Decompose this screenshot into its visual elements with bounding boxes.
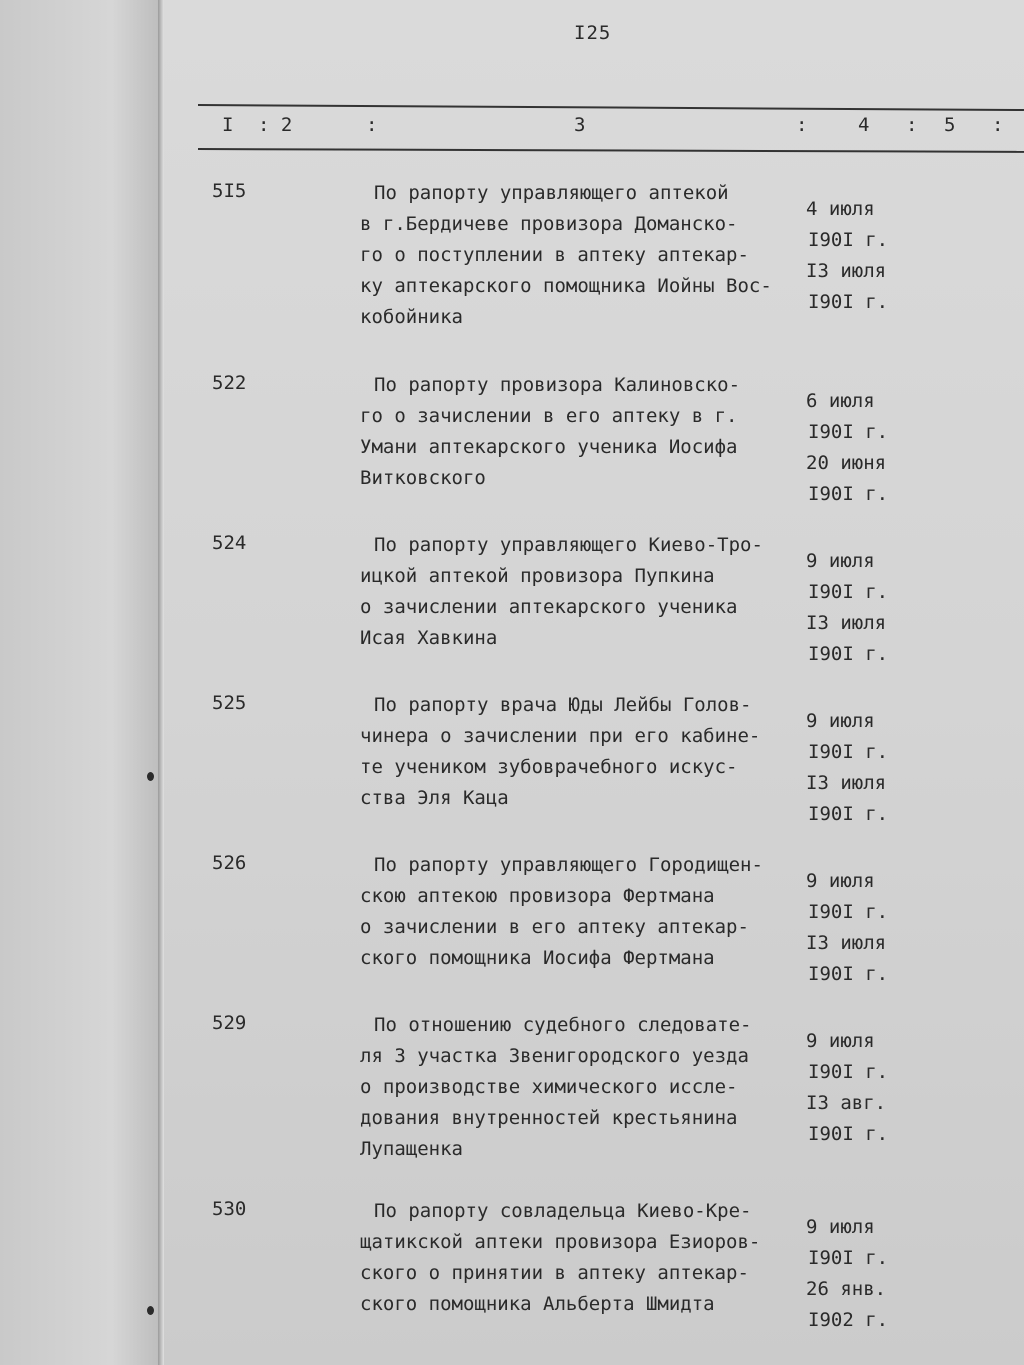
date-line: 9 июля xyxy=(806,710,875,732)
description-line: ства Эля Каца xyxy=(360,787,509,809)
description-line: щатикской аптеки провизора Езиоров- xyxy=(360,1231,761,1253)
entry-number: 526 xyxy=(212,852,247,874)
entry-dates xyxy=(806,866,916,990)
date-line: 26 янв. xyxy=(806,1278,887,1300)
entry-description xyxy=(360,530,800,654)
date-line: I90I г. xyxy=(808,483,889,505)
description-line: По рапорту совладельца Киево-Кре- xyxy=(374,1200,752,1222)
date-line: 9 июля xyxy=(806,550,875,572)
binding-hole xyxy=(147,1306,154,1315)
description-line: ского о принятии в аптеку аптекар- xyxy=(360,1262,749,1284)
entry-number: 525 xyxy=(212,692,247,714)
entry-number: 529 xyxy=(212,1012,247,1034)
description-line: ицкой аптекой провизора Пупкина xyxy=(360,565,715,587)
date-line: I90I г. xyxy=(808,643,889,665)
entry-number: 530 xyxy=(212,1198,247,1220)
date-line: I90I г. xyxy=(808,1061,889,1083)
column-separator: : xyxy=(906,114,918,136)
description-line: Умани аптекарского ученика Иосифа xyxy=(360,436,738,458)
date-line: I3 авг. xyxy=(806,1092,887,1114)
page-number: I25 xyxy=(574,22,612,44)
description-line: Витковского xyxy=(360,467,486,489)
date-line: I902 г. xyxy=(808,1309,889,1331)
description-line: о зачислении в его аптеку аптекар- xyxy=(360,916,749,938)
date-line: I3 июля xyxy=(806,772,887,794)
date-line: I90I г. xyxy=(808,803,889,825)
description-line: кобойника xyxy=(360,306,463,328)
entry-number: 524 xyxy=(212,532,247,554)
date-line: I90I г. xyxy=(808,1247,889,1269)
entry-number: 5I5 xyxy=(212,180,247,202)
date-line: 9 июля xyxy=(806,1030,875,1052)
description-line: По рапорту управляющего аптекой xyxy=(374,182,729,204)
description-line: о производстве химического иссле- xyxy=(360,1076,738,1098)
facing-page xyxy=(0,0,160,1365)
column-header-1: I xyxy=(222,114,234,136)
description-line: чинера о зачислении при его кабине- xyxy=(360,725,761,747)
binding-hole xyxy=(147,772,154,781)
entry-description xyxy=(360,1196,800,1320)
date-line: I90I г. xyxy=(808,229,889,251)
date-line: I90I г. xyxy=(808,963,889,985)
description-line: По рапорту провизора Калиновско- xyxy=(374,374,741,396)
column-header-5: 5 xyxy=(944,114,956,136)
entry-description xyxy=(360,690,800,814)
date-line: I90I г. xyxy=(808,741,889,763)
date-line: I90I г. xyxy=(808,291,889,313)
entry-dates xyxy=(806,386,916,510)
date-line: 9 июля xyxy=(806,870,875,892)
entry-dates xyxy=(806,706,916,830)
description-line: Лупащенка xyxy=(360,1138,463,1160)
entry-number: 522 xyxy=(212,372,247,394)
column-separator: : xyxy=(796,114,808,136)
description-line: ского помощника Иосифа Фертмана xyxy=(360,947,715,969)
description-line: Исая Хавкина xyxy=(360,627,498,649)
date-line: I3 июля xyxy=(806,932,887,954)
date-line: 4 июля xyxy=(806,198,875,220)
column-separator: : xyxy=(992,114,1004,136)
entry-description xyxy=(360,178,800,333)
entry-description xyxy=(360,370,800,494)
date-line: 20 июня xyxy=(806,452,887,474)
date-line: I90I г. xyxy=(808,421,889,443)
description-line: ля 3 участка Звенигородского уезда xyxy=(360,1045,749,1067)
description-line: дования внутренностей крестьянина xyxy=(360,1107,738,1129)
description-line: скою аптекою провизора Фертмана xyxy=(360,885,715,907)
description-line: ского помощника Альберта Шмидта xyxy=(360,1293,715,1315)
description-line: го о поступлении в аптеку аптекар- xyxy=(360,244,749,266)
entry-dates xyxy=(806,546,916,670)
entry-dates xyxy=(806,1026,916,1150)
description-line: По отношению судебного следовате- xyxy=(374,1014,752,1036)
date-line: I90I г. xyxy=(808,581,889,603)
description-line: го о зачислении в его аптеку в г. xyxy=(360,405,738,427)
entry-description xyxy=(360,850,800,974)
date-line: I3 июля xyxy=(806,612,887,634)
entry-description xyxy=(360,1010,800,1165)
date-line: 9 июля xyxy=(806,1216,875,1238)
column-header-3: 3 xyxy=(574,114,586,136)
entry-dates xyxy=(806,194,916,318)
description-line: По рапорту управляющего Городищен- xyxy=(374,854,763,876)
description-line: ку аптекарского помощника Иойны Вос- xyxy=(360,275,772,297)
description-line: в г.Бердичеве провизора Доманско- xyxy=(360,213,738,235)
column-separator: : xyxy=(366,114,378,136)
description-line: о зачислении аптекарского ученика xyxy=(360,596,738,618)
date-line: I90I г. xyxy=(808,1123,889,1145)
entry-dates xyxy=(806,1212,916,1336)
column-header-4: 4 xyxy=(858,114,870,136)
description-line: По рапорту врача Юды Лейбы Голов- xyxy=(374,694,752,716)
date-line: I90I г. xyxy=(808,901,889,923)
date-line: I3 июля xyxy=(806,260,887,282)
date-line: 6 июля xyxy=(806,390,875,412)
description-line: По рапорту управляющего Киево-Тро- xyxy=(374,534,763,556)
description-line: те учеником зубоврачебного искус- xyxy=(360,756,738,778)
column-header-2: : 2 xyxy=(258,114,293,136)
